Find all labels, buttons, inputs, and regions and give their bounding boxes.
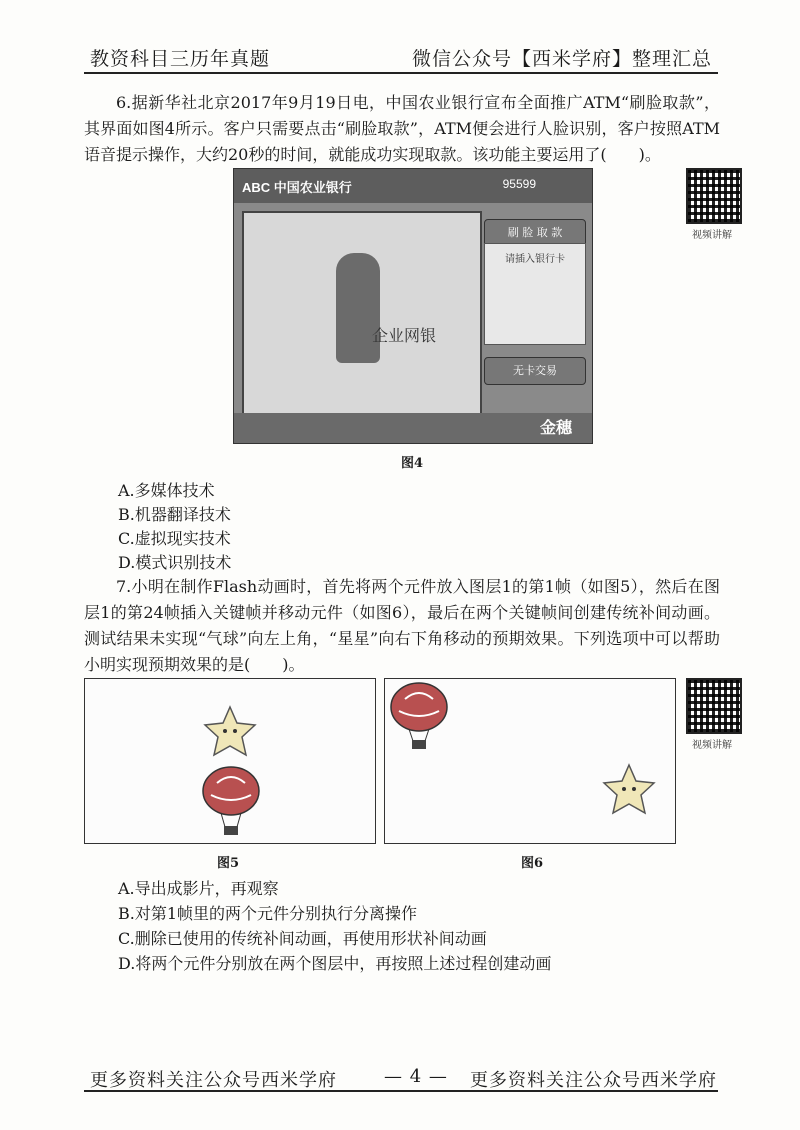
star-icon (205, 707, 255, 755)
footer-left: 更多资料关注公众号西米学府 (90, 1070, 337, 1091)
q7-option-b: B.对第1帧里的两个元件分别执行分离操作 (118, 904, 418, 923)
header-rule (84, 72, 718, 74)
q6-option-a: A.多媒体技术 (118, 481, 215, 500)
fig5-drawing (85, 679, 375, 843)
atm-bottom-bar (234, 413, 592, 443)
atm-screenshot (233, 168, 593, 444)
q6-option-c: C.虚拟现实技术 (118, 529, 231, 548)
atm-phone: 95599 (502, 177, 536, 191)
no-card-button[interactable]: 无卡交易 (484, 357, 586, 385)
footer-right: 更多资料关注公众号西米学府 (470, 1070, 717, 1091)
card-insert-label: 请插入银行卡 (505, 254, 565, 265)
atm-logo: ABC 中国农业银行 (242, 180, 352, 195)
atm-ad-panel (242, 211, 482, 415)
atm-top-bar (234, 169, 592, 203)
q6-qr-caption: 视频讲解 (692, 230, 732, 241)
fig6-frame (384, 678, 676, 844)
header-right: 微信公众号【西米学府】整理汇总 (411, 48, 712, 70)
fig6-drawing (385, 679, 675, 843)
footer-rule (84, 1090, 718, 1092)
q7-stem: 7.小明在制作Flash动画时，首先将两个元件放入图层1的第1帧（如图5），然后在图层1的第24帧插入关键帧并移动元件（如图6），最后在两个关键帧间创建传统补间动画。测试结果未实现“气球”向左上角，“星星”向右下角移动的预期效果。下列选项中可以帮助小明实现预期效果的是( )。 (84, 577, 720, 674)
star-icon (604, 765, 654, 813)
face-withdraw-button[interactable]: 刷 脸 取 款 (484, 219, 586, 247)
balloon-icon (203, 767, 259, 835)
q7-option-d: D.将两个元件分别放在两个图层中，再按照上述过程创建动画 (118, 954, 552, 973)
header-left: 教资科目三历年真题 (90, 48, 271, 70)
q7-qr-caption: 视频讲解 (692, 740, 732, 751)
card-insert-panel (484, 243, 586, 345)
qr-code-icon[interactable] (686, 678, 742, 734)
fig5-caption: 图5 (216, 856, 240, 871)
q7-option-c: C.删除已使用的传统补间动画，再使用形状补间动画 (118, 929, 487, 948)
fig5-frame (84, 678, 376, 844)
balloon-icon (391, 683, 447, 749)
fig6-caption: 图6 (520, 856, 544, 871)
page-number: — 4 — (384, 1066, 448, 1087)
golden-card-logo: 金穗 (539, 418, 572, 437)
q7-option-a: A.导出成影片，再观察 (118, 879, 279, 898)
fig4-caption: 图4 (400, 456, 424, 471)
q6-option-b: B.机器翻译技术 (118, 505, 231, 524)
qr-code-icon[interactable] (686, 168, 742, 224)
q6-stem: 6.据新华社北京2017年9月19日电，中国农业银行宣布全面推广ATM“刷脸取款”，其界面如图4所示。客户只需要点击“刷脸取款”，ATM便会进行人脸识别，客户按照ATM语音提示操作，大约20秒的时间，就能成功实现取款。该功能主要运用了( )。 (84, 93, 720, 164)
q6-option-d: D.模式识别技术 (118, 553, 232, 572)
chair-icon (336, 253, 380, 363)
atm-banner: 企业网银 (372, 326, 437, 345)
